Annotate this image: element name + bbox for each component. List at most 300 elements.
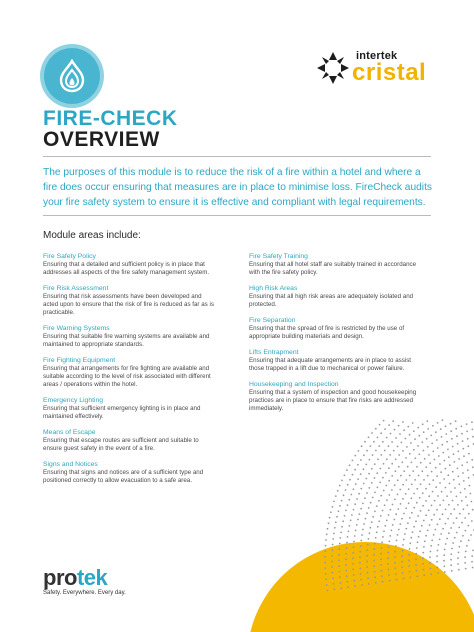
halftone-dot xyxy=(438,455,440,457)
halftone-dot xyxy=(409,542,411,544)
halftone-dot xyxy=(429,524,431,526)
halftone-dot xyxy=(451,570,453,572)
halftone-dot xyxy=(423,520,425,522)
halftone-dot xyxy=(389,535,391,537)
halftone-dot xyxy=(388,514,390,516)
halftone-dot xyxy=(437,495,439,497)
halftone-dot xyxy=(354,585,356,587)
halftone-dot xyxy=(441,491,443,493)
halftone-dot xyxy=(367,544,369,546)
halftone-dot xyxy=(464,556,466,558)
halftone-dot xyxy=(394,562,396,564)
halftone-dot xyxy=(389,454,391,456)
halftone-dot xyxy=(340,532,342,534)
halftone-dot xyxy=(413,507,415,509)
protek-wordmark xyxy=(43,565,126,591)
halftone-dot xyxy=(416,502,418,504)
halftone-dot xyxy=(377,487,379,489)
halftone-dot xyxy=(407,466,409,468)
halftone-dot xyxy=(397,534,399,536)
halftone-dot xyxy=(382,581,384,583)
halftone-dot xyxy=(454,487,456,489)
module-item xyxy=(249,284,425,309)
halftone-dot xyxy=(333,589,335,591)
halftone-dot xyxy=(372,497,374,499)
halftone-dot xyxy=(341,480,343,482)
halftone-dot xyxy=(456,517,458,519)
halftone-dot xyxy=(402,484,404,486)
halftone-dot xyxy=(461,464,463,466)
halftone-dot xyxy=(373,441,375,443)
halftone-dot xyxy=(343,494,345,496)
halftone-dot xyxy=(410,497,412,499)
halftone-dot xyxy=(409,571,411,573)
halftone-dot xyxy=(352,552,354,554)
halftone-dot xyxy=(391,530,393,532)
halftone-dot xyxy=(443,554,445,556)
halftone-dot xyxy=(324,550,326,552)
halftone-dot xyxy=(331,566,333,568)
halftone-dot xyxy=(365,464,367,466)
halftone-dot xyxy=(402,450,404,452)
halftone-dot xyxy=(394,519,396,521)
halftone-dot xyxy=(466,545,468,547)
halftone-dot xyxy=(445,433,447,435)
halftone-dot xyxy=(390,509,392,511)
halftone-dot xyxy=(471,501,473,503)
halftone-dot xyxy=(471,459,473,461)
halftone-dot xyxy=(370,445,372,447)
halftone-dot xyxy=(360,459,362,461)
halftone-dot xyxy=(324,562,326,564)
halftone-dot xyxy=(360,508,362,510)
halftone-dot xyxy=(458,569,460,571)
halftone-dot xyxy=(450,513,452,515)
halftone-dot xyxy=(462,440,464,442)
halftone-dot xyxy=(380,454,382,456)
protek-tagline: Safety. Everywhere. Every day. xyxy=(43,590,126,596)
halftone-dot xyxy=(432,451,434,453)
halftone-dot xyxy=(376,531,378,533)
halftone-dot xyxy=(366,492,368,494)
halftone-dot xyxy=(417,515,419,517)
halftone-dot xyxy=(423,546,425,548)
halftone-dot xyxy=(422,492,424,494)
halftone-dot xyxy=(335,521,337,523)
halftone-dot xyxy=(366,555,368,557)
halftone-dot xyxy=(421,525,423,527)
halftone-dot xyxy=(455,420,457,422)
halftone-dot xyxy=(378,500,380,502)
halftone-dot xyxy=(347,504,349,506)
halftone-dot xyxy=(386,437,388,439)
module-description: Ensuring that the spread of fire is restricted by the use of appropriate building materials and design. xyxy=(249,325,405,340)
halftone-dot xyxy=(367,572,369,574)
halftone-dot xyxy=(450,527,452,529)
halftone-dot xyxy=(462,535,464,537)
halftone-dot xyxy=(353,509,355,511)
halftone-dot xyxy=(465,530,467,532)
halftone-dot xyxy=(461,500,463,502)
halftone-dot xyxy=(342,520,344,522)
halftone-dot xyxy=(419,530,421,532)
halftone-dot xyxy=(434,459,436,461)
module-title: Fire Safety Policy xyxy=(43,253,96,260)
halftone-dot xyxy=(445,523,447,525)
module-description: Ensuring that risk assessments have been developed and acted upon to ensure that the risk of fire is reduced as far as is practicable. xyxy=(43,293,214,316)
fire-badge-icon xyxy=(44,48,100,104)
module-description: Ensuring that escape routes are sufficient and suitable to ensure guest safety in the event of a fire. xyxy=(43,437,199,452)
halftone-dot xyxy=(382,510,384,512)
halftone-dot xyxy=(430,435,432,437)
halftone-dot xyxy=(420,462,422,464)
halftone-dot xyxy=(416,488,418,490)
halftone-dot xyxy=(422,423,424,425)
halftone-dot xyxy=(345,510,347,512)
halftone-dot xyxy=(428,454,430,456)
halftone-dot xyxy=(471,555,473,557)
halftone-dot xyxy=(408,560,410,562)
halftone-dot xyxy=(392,524,394,526)
halftone-dot xyxy=(430,545,432,547)
halftone-dot xyxy=(349,525,351,527)
halftone-dot xyxy=(452,500,454,502)
halftone-dot xyxy=(401,518,403,520)
halftone-dot xyxy=(412,470,414,472)
halftone-dot xyxy=(382,441,384,443)
halftone-dot xyxy=(369,459,371,461)
divider-top xyxy=(43,156,431,157)
halftone-dot xyxy=(388,546,390,548)
halftone-dot xyxy=(467,438,469,440)
halftone-dot xyxy=(448,532,450,534)
halftone-dot xyxy=(442,528,444,530)
halftone-dot xyxy=(364,497,366,499)
modules-right-column xyxy=(249,252,425,420)
halftone-dot xyxy=(408,565,410,567)
halftone-dot xyxy=(464,562,466,564)
halftone-dot xyxy=(371,468,373,470)
halftone-dot xyxy=(380,515,382,517)
halftone-dot xyxy=(333,533,335,535)
halftone-dot xyxy=(331,561,333,563)
halftone-dot xyxy=(363,454,365,456)
halftone-dot xyxy=(386,458,388,460)
halftone-dot xyxy=(399,523,401,525)
halftone-dot xyxy=(425,500,427,502)
halftone-dot xyxy=(425,514,427,516)
module-title: Fire Warning Systems xyxy=(43,325,110,332)
halftone-dot xyxy=(456,496,458,498)
halftone-dot xyxy=(457,475,459,477)
halftone-dot xyxy=(445,487,447,489)
halftone-dot xyxy=(409,453,411,455)
halftone-dot xyxy=(464,488,466,490)
halftone-dot xyxy=(369,532,371,534)
halftone-dot xyxy=(468,539,470,541)
halftone-dot xyxy=(465,496,467,498)
halftone-dot xyxy=(398,454,400,456)
halftone-dot xyxy=(446,538,448,540)
halftone-dot xyxy=(401,461,403,463)
halftone-dot xyxy=(397,479,399,481)
halftone-dot xyxy=(445,543,447,545)
halftone-dot xyxy=(373,560,375,562)
module-item xyxy=(43,396,218,421)
halftone-dot xyxy=(401,555,403,557)
halftone-dot xyxy=(397,508,399,510)
halftone-dot xyxy=(375,582,377,584)
halftone-dot xyxy=(325,578,327,580)
halftone-dot xyxy=(461,425,463,427)
halftone-dot xyxy=(347,484,349,486)
module-item xyxy=(43,356,218,389)
halftone-dot xyxy=(361,584,363,586)
halftone-dot xyxy=(466,504,468,506)
halftone-dot xyxy=(403,429,405,431)
halftone-dot xyxy=(422,557,424,559)
halftone-dot xyxy=(468,453,470,455)
module-title: Fire Safety Training xyxy=(249,253,308,260)
halftone-dot xyxy=(414,438,416,440)
halftone-dot xyxy=(450,553,452,555)
halftone-dot xyxy=(416,547,418,549)
halftone-dot xyxy=(356,524,358,526)
halftone-dot xyxy=(428,495,430,497)
halftone-dot xyxy=(393,450,395,452)
halftone-dot xyxy=(444,549,446,551)
halftone-dot xyxy=(445,509,447,511)
halftone-dot xyxy=(339,576,341,578)
halftone-dot xyxy=(329,517,331,519)
halftone-dot xyxy=(374,548,376,550)
halftone-dot xyxy=(404,533,406,535)
halftone-dot xyxy=(452,471,454,473)
halftone-dot xyxy=(442,419,444,421)
halftone-dot xyxy=(391,463,393,465)
halftone-dot xyxy=(467,445,469,447)
halftone-dot xyxy=(443,565,445,567)
halftone-dot xyxy=(471,520,473,522)
halftone-dot xyxy=(437,447,439,449)
halftone-dot xyxy=(447,449,449,451)
halftone-dot xyxy=(411,484,413,486)
halftone-dot xyxy=(426,438,428,440)
halftone-dot xyxy=(461,522,463,524)
halftone-dot xyxy=(352,569,354,571)
module-description: Ensuring that all hotel staff are suitably trained in accordance with the fire safety policy. xyxy=(249,261,417,276)
halftone-dot xyxy=(366,566,368,568)
halftone-dot xyxy=(381,547,383,549)
halftone-dot xyxy=(452,446,454,448)
halftone-dot xyxy=(447,474,449,476)
halftone-dot xyxy=(460,540,462,542)
halftone-dot xyxy=(411,512,413,514)
halftone-dot xyxy=(327,528,329,530)
halftone-dot xyxy=(345,489,347,491)
halftone-dot xyxy=(332,572,334,574)
protek-pro: pro xyxy=(43,565,77,590)
halftone-dot xyxy=(363,468,365,470)
halftone-dot xyxy=(355,483,357,485)
halftone-dot xyxy=(420,510,422,512)
halftone-dot xyxy=(346,542,348,544)
halftone-dot xyxy=(362,503,364,505)
halftone-dot xyxy=(375,537,377,539)
halftone-dot xyxy=(431,471,433,473)
halftone-dot xyxy=(466,462,468,464)
halftone-dot xyxy=(379,482,381,484)
halftone-dot xyxy=(370,502,372,504)
halftone-dot xyxy=(360,579,362,581)
halftone-dot xyxy=(436,475,438,477)
halftone-dot xyxy=(472,567,474,569)
halftone-dot xyxy=(352,474,354,476)
halftone-dot xyxy=(445,468,447,470)
halftone-dot xyxy=(389,580,391,582)
halftone-dot xyxy=(354,535,356,537)
halftone-dot xyxy=(429,462,431,464)
halftone-dot xyxy=(400,475,402,477)
halftone-dot xyxy=(374,576,376,578)
halftone-dot xyxy=(405,438,407,440)
halftone-dot xyxy=(402,421,404,423)
halftone-dot xyxy=(453,479,455,481)
halftone-dot xyxy=(415,520,417,522)
halftone-dot xyxy=(402,572,404,574)
halftone-dot xyxy=(353,541,355,543)
halftone-dot xyxy=(349,464,351,466)
halftone-dot xyxy=(440,533,442,535)
halftone-dot xyxy=(438,544,440,546)
halftone-dot xyxy=(332,506,334,508)
halftone-dot xyxy=(384,504,386,506)
halftone-dot xyxy=(354,503,356,505)
halftone-dot xyxy=(372,516,374,518)
halftone-dot xyxy=(431,519,433,521)
halftone-dot xyxy=(353,488,355,490)
halftone-dot xyxy=(427,428,429,430)
halftone-dot xyxy=(365,478,367,480)
halftone-dot xyxy=(332,577,334,579)
halftone-dot xyxy=(374,543,376,545)
halftone-dot xyxy=(396,540,398,542)
modules-heading: Module areas include: xyxy=(43,230,141,241)
halftone-dot xyxy=(451,548,453,550)
halftone-dot xyxy=(340,587,342,589)
halftone-dot xyxy=(415,558,417,560)
halftone-dot xyxy=(436,439,438,441)
module-title: Fire Fighting Equipment xyxy=(43,357,116,364)
halftone-dot xyxy=(394,556,396,558)
halftone-dot xyxy=(461,433,463,435)
halftone-dot xyxy=(371,482,373,484)
halftone-dot xyxy=(332,538,334,540)
halftone-dot xyxy=(366,450,368,452)
halftone-dot xyxy=(381,575,383,577)
halftone-dot xyxy=(427,446,429,448)
halftone-dot xyxy=(403,539,405,541)
halftone-dot xyxy=(424,458,426,460)
halftone-dot xyxy=(363,523,365,525)
halftone-dot xyxy=(380,564,382,566)
module-description: Ensuring that arrangements for fire fighting are available and suitable according to the level of risk associated with different areas / operations within the hotel. xyxy=(43,365,211,388)
halftone-dot xyxy=(413,430,415,432)
module-title: Means of Escape xyxy=(43,429,96,436)
halftone-dot xyxy=(433,514,435,516)
halftone-dot xyxy=(439,539,441,541)
halftone-dot xyxy=(423,574,425,576)
halftone-dot xyxy=(466,431,468,433)
halftone-dot xyxy=(433,534,435,536)
halftone-dot xyxy=(377,459,379,461)
halftone-dot xyxy=(403,513,405,515)
halftone-dot xyxy=(425,535,427,537)
halftone-dot xyxy=(405,479,407,481)
halftone-dot xyxy=(448,456,450,458)
halftone-dot xyxy=(428,509,430,511)
intro-paragraph: The purposes of this module is to reduce the risk of a fire within a hotel and where a fire does occur ensuring that measures are in place to minimise loss. FireCheck audits your fire safety system to ensure it is effective and compliant with legal requirements. xyxy=(43,167,432,208)
halftone-dot xyxy=(441,444,443,446)
halftone-dot xyxy=(365,518,367,520)
halftone-dot xyxy=(395,545,397,547)
intertek-wordmark: intertek xyxy=(356,50,398,62)
module-description: Ensuring that a detailed and sufficient policy is in place that addresses all aspects of the fire safety management system. xyxy=(43,261,210,276)
halftone-dot xyxy=(470,534,472,536)
halftone-dot xyxy=(392,420,394,422)
halftone-dot xyxy=(387,563,389,565)
halftone-dot xyxy=(451,438,453,440)
halftone-dot xyxy=(409,548,411,550)
halftone-dot xyxy=(430,573,432,575)
halftone-dot xyxy=(403,470,405,472)
halftone-dot xyxy=(401,442,403,444)
halftone-dot xyxy=(448,504,450,506)
halftone-dot xyxy=(340,582,342,584)
halftone-dot xyxy=(446,495,448,497)
halftone-dot xyxy=(442,513,444,515)
module-description: Ensuring that suitable fire warning systems are available and maintained to appropriate standards. xyxy=(43,333,210,348)
halftone-dot xyxy=(395,437,397,439)
halftone-dot xyxy=(379,468,381,470)
halftone-dot xyxy=(338,565,340,567)
cristal-mark-icon xyxy=(316,51,350,85)
halftone-dot xyxy=(457,557,459,559)
halftone-dot xyxy=(353,580,355,582)
halftone-dot xyxy=(333,501,335,503)
halftone-dot xyxy=(375,428,377,430)
halftone-dot xyxy=(415,564,417,566)
halftone-dot xyxy=(447,518,449,520)
halftone-dot xyxy=(462,472,464,474)
halftone-dot xyxy=(418,536,420,538)
halftone-dot xyxy=(366,549,368,551)
halftone-dot xyxy=(345,570,347,572)
halftone-dot xyxy=(414,479,416,481)
halftone-dot xyxy=(405,493,407,495)
module-item xyxy=(43,460,218,485)
halftone-dot xyxy=(399,433,401,435)
halftone-dot xyxy=(398,529,400,531)
module-title: Signs and Notices xyxy=(43,461,98,468)
halftone-dot xyxy=(391,475,393,477)
halftone-dot xyxy=(437,523,439,525)
halftone-dot xyxy=(443,500,445,502)
halftone-dot xyxy=(348,499,350,501)
halftone-dot xyxy=(394,568,396,570)
halftone-dot xyxy=(341,526,343,528)
halftone-dot xyxy=(366,561,368,563)
